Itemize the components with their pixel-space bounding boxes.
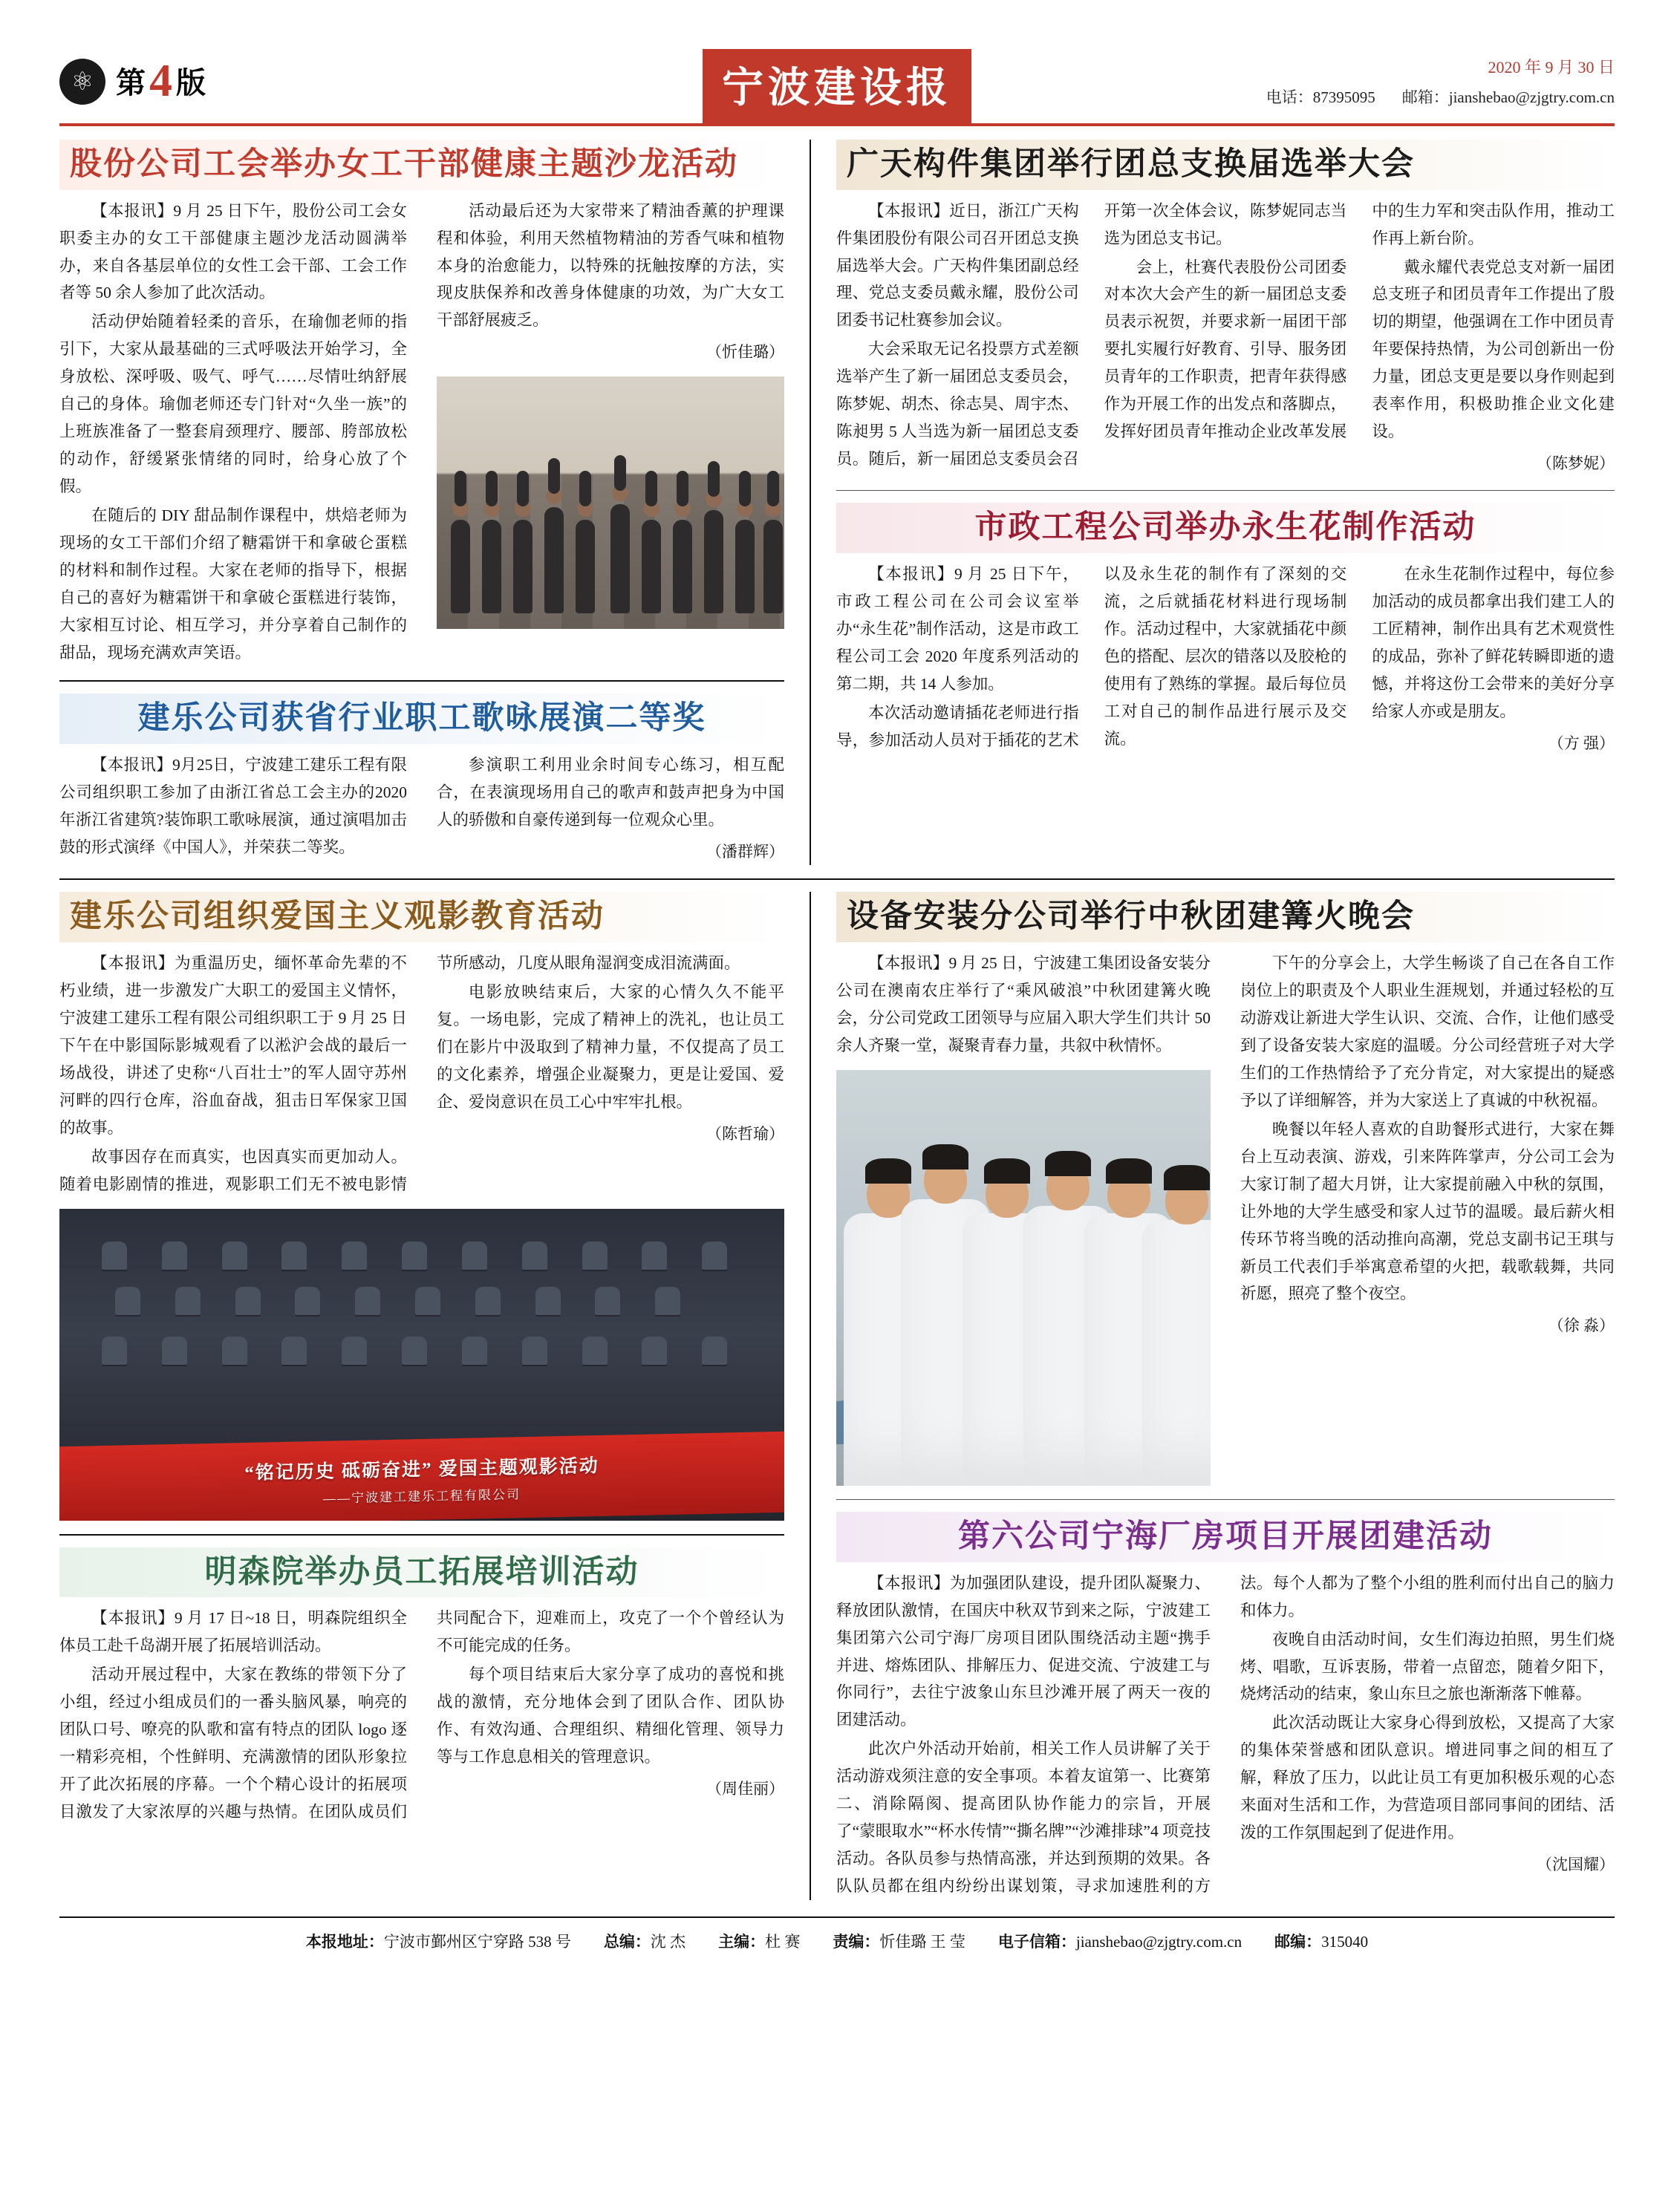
paragraph: 【本报讯】9 月 25 日下午，股份公司工会女职委主办的女工干部健康主题沙龙活动圆满举办，来自各基层单位的女性工会干部、工会工作者等 50 余人参加了此次活动。 (59, 201, 407, 302)
paragraph: 电影放映结束后，大家的心情久久不能平复。一场电影，完成了精神上的洗礼，也让员工们在影片中汲取到了精神力量，不仅提高了员工的文化素养，增强企业凝聚力，更是让爱国、爱企、爱岗意识在员工心中牢牢扎根。 (437, 982, 784, 1111)
article-body (836, 1570, 1615, 1901)
page-number: 4 (149, 56, 173, 106)
column-right-top (811, 140, 1615, 865)
paragraph: 在永生花制作过程中，每位参加活动的成员都拿出我们建工人的工匠精神，制作出具有艺术观赏性的成品，弥补了鲜花转瞬即逝的遗憾，并将这份工会带来的美好分享给家人亦或是朋友。 (1372, 565, 1615, 721)
photo-figures (437, 462, 784, 613)
paragraph: 【本报讯】9月25日，宁波建工建乐工程有限公司组织职工参加了由浙江省总工会主办的2020年浙江省建筑?装饰职工歌咏展演，通过演唱加击鼓的形式演绎《中国人》，并荣获二等奖。 (59, 755, 407, 856)
email-value: jianshebao@zjgtry.com.cn (1448, 88, 1615, 106)
paragraph: 【本报讯】9 月 25 日下午，市政工程公司在公司会议室举办“永生花”制作活动，这是市政工程公司工会 2020 年度系列活动的第二期，共 14 人参加。 (836, 565, 1079, 694)
paragraph: 此次户外活动开始前，相关工作人员讲解了关于活动游戏须注意的安全事项。本着友谊第一、比赛第二、消除隔阂、提高团队协作能力的宗旨，开展了“蒙眼取水”“杯水传情”“撕名牌”“沙滩排球”4 项竞技活动。各队员参与热情高涨，并达到预期的效果。各队队员都在组内纷纷出谋划策，寻求加速胜利的方法。每个人都为了整个小组的胜利而付出自己的脑力和体力。 (836, 1573, 1615, 1896)
photo-team-group (836, 1070, 1211, 1486)
footer-chief-label: 总编： (603, 1933, 651, 1951)
footer-zip (1274, 1930, 1368, 1952)
article-stock-company-salon (59, 140, 784, 667)
footer-chief-value: 沈 杰 (650, 1933, 686, 1951)
paragraph: 【本报讯】为加强团队建设，提升团队凝聚力、释放团队激情，在国庆中秋双节到来之际，宁波建工集团第六公司宁海厂房项目团队围绕活动主题“携手并进、熔炼团队、排解压力、促进交流、宁波建工与你同行”，去往宁波象山东旦沙滩开展了两天一夜的团建活动。 (836, 1573, 1211, 1729)
paragraph: 参演职工利用业余时间专心练习，相互配合，在表演现场用自己的歌声和鼓声把身为中国人的骄傲和自豪传递到每一位观众心里。 (437, 755, 784, 829)
article-mingsen-training (59, 1547, 784, 1827)
photo-banner-main: “铭记历史 砥砺奋进” 爱国主题观影活动 (244, 1456, 599, 1484)
article-byline: （忻佳璐） (706, 343, 784, 362)
paragraph: 【本报讯】9 月 25 日，宁波建工集团设备安装分公司在澳南农庄举行了“乘风破浪”中秋团建篝火晚会，分公司党政工团领导与应届入职大学生们共计 50 余人齐聚一堂，凝聚青春力量，共叙中秋情怀。 (836, 953, 1211, 1054)
contact-line (1266, 83, 1615, 113)
article-headline: 市政工程公司举办永生花制作活动 (836, 503, 1615, 553)
paragraph: 【本报讯】近日，浙江广天构件集团股份有限公司召开团总支换届选举大会。广天构件集团副总经理、党总支委员戴永耀，股份公司团委书记杜赛参加会议。 (836, 201, 1079, 330)
publisher-logo-icon: ⚛ (59, 59, 105, 105)
footer-mailbox (998, 1930, 1242, 1952)
section-divider (836, 490, 1615, 491)
band-middle (59, 892, 1615, 1900)
article-body (59, 198, 784, 667)
paragraph: 本次活动邀请插花老师进行指导，参加活动人员对于插花的艺术以及永生花的制作有了深刻的交流，之后就插花材料进行现场制作。活动过程中，大家就插花中颜色的搭配、层次的错落以及胶枪的使用有了熟练的掌握。最后每位员工对自己的制作品进行展示及交流。 (836, 565, 1347, 750)
article-municipal-eternal-flower (836, 503, 1615, 757)
article-jianle-choir-award (59, 694, 784, 865)
footer-editor-value: 杜 赛 (765, 1933, 801, 1951)
article-byline: （方 强） (1548, 734, 1615, 753)
section-divider (59, 680, 784, 682)
footer-mailbox-value: jianshebao@zjgtry.com.cn (1075, 1933, 1243, 1951)
phone-label: 电话： (1266, 88, 1313, 106)
page-label-prefix: 第 (116, 66, 146, 99)
column-left-top (59, 140, 810, 865)
article-guangtian-youth-league-election (836, 140, 1615, 477)
article-body (59, 751, 784, 865)
footer-mailbox-label: 电子信箱： (997, 1933, 1076, 1951)
email-label: 邮箱： (1401, 88, 1449, 106)
photo-seats (88, 1233, 755, 1439)
paragraph: 此次活动既让大家身心得到放松，又提高了大家的集体荣誉感和团队意识。增进同事之间的相互了解，释放了压力，以此让员工有更加积极乐观的心态来面对生活和工作，为营造项目部同事间的团结、活泼的工作氛围起到了促进作用。 (1240, 1714, 1615, 1842)
section-divider (59, 1534, 784, 1536)
photo-banner-sub: ——宁波建工建乐工程有限公司 (323, 1487, 521, 1507)
section-divider (836, 1499, 1615, 1500)
paragraph: 在随后的 DIY 甜品制作课程中，烘焙老师为现场的女工干部们介绍了糖霜饼干和拿破仑蛋糕的材料和制作过程。大家在老师的指导下，根据自己的喜好为糖霜饼干和拿破仑蛋糕进行装饰，大家相互讨论、相互学习，并分享着自己制作的甜品，现场充满欢声笑语。 (59, 506, 407, 662)
paper-nameplate (703, 49, 971, 123)
masthead-contact (1266, 45, 1615, 113)
paragraph: 晚餐以年轻人喜欢的自助餐形式进行，大家在舞台上互动表演、游戏，引来阵阵掌声，分公司工会为大家订制了超大月饼，让大家提前融入中秋的氛围，让外地的大学生感受和家人过节的温暖。最后薪火相传环节将当晚的活动推向高潮，党总支副书记王琪与新员工代表们手举寓意希望的火把，载歌载舞，共同祈愿，照亮了整个夜空。 (1240, 1120, 1615, 1303)
footer-responsible (833, 1930, 965, 1952)
article-body (836, 561, 1615, 757)
article-byline: （陈梦妮） (1536, 454, 1615, 473)
article-body (836, 198, 1615, 477)
paragraph: 会上，杜赛代表股份公司团委对本次大会产生的新一届团总支委员表示祝贺，并要求新一届团干部要扎实履行好教育、引导、服务团员青年的工作职责，把青年获得感作为开展工作的出发点和落脚点，发挥好团员青年推动企业改革发展中的生力军和突击队作用，推动工作再上新台阶。 (1104, 201, 1615, 441)
column-right-middle (811, 892, 1615, 1900)
band-divider (59, 878, 1615, 880)
footer-responsible-value: 忻佳璐 王 莹 (879, 1933, 965, 1951)
paper-name: 宁波建设报 (703, 49, 971, 123)
page-number-label (116, 55, 206, 108)
paragraph: 活动最后还为大家带来了精油香薰的护理课程和体验，利用天然植物精油的芳香气味和植物本身的治愈能力，以特殊的抚触按摩的方法，实现皮肤保养和改善身体健康的功效，为广大女工干部舒展疲乏。 (437, 201, 784, 330)
column-left-middle (59, 892, 810, 1900)
article-jianle-patriotic-film (59, 892, 784, 1521)
paragraph: 下午的分享会上，大学生畅谈了自己在各自工作岗位上的职责及个人职业生涯规划，并通过轻松的互动游戏让新进大学生认识、交流、合作，让他们感受到了设备安装大家庭的温暖。分公司经营班子对大学生们的工作热情给予了充分肯定，对大家提出的疑惑予以了详细解答，并为大家送上了真诚的中秋祝福。 (1240, 953, 1615, 1109)
article-headline: 第六公司宁海厂房项目开展团建活动 (836, 1512, 1615, 1562)
footer-responsible-label: 责编： (833, 1933, 880, 1951)
article-sixth-company-ninghai-team-building (836, 1512, 1615, 1901)
article-headline: 广天构件集团举行团总支换届选举大会 (836, 140, 1615, 190)
photo-banner (59, 1432, 784, 1520)
paragraph: 戴永耀代表党总支对新一届团总支班子和团员青年工作提出了殷切的期望，他强调在工作中团员青年要保持热情，为公司创新出一份力量，团总支更是要以身作则起到表率作用，积极助推企业文化建设。 (1372, 258, 1615, 441)
page-label-suffix: 版 (176, 66, 206, 99)
footer-zip-label: 邮编： (1274, 1933, 1322, 1951)
band-top (59, 140, 1615, 865)
paragraph: 大会采取无记名投票方式差额选举产生了新一届团总支委员会，陈梦妮、胡杰、徐志昊、周宇杰、陈昶男 5 人当选为新一届团总支委员。随后，新一届团总支委员会召开第一次全体会议，陈梦妮同志当选为团总支书记。 (836, 201, 1347, 469)
article-headline: 建乐公司组织爱国主义观影教育活动 (59, 892, 784, 942)
paragraph: 【本报讯】为重温历史，缅怀革命先辈的不朽业绩，进一步激发广大职工的爱国主义情怀，宁波建工建乐工程有限公司组织职工于 9 月 25 日下午在中影国际影城观看了以淞沪会战的最后一场战役，讲述了史称“八百壮士”的军人固守苏州河畔的四行仓库，浴血奋战，狙击日军保家卫国的故事。 (59, 953, 407, 1137)
footer-editor-label: 主编： (718, 1933, 766, 1951)
paragraph: 故事因存在而真实，也因真实而更加动人。随着电影剧情的推进，观影职工们无不被电影情节所感动，几度从眼角湿润变成泪流满面。 (59, 953, 740, 1193)
article-headline: 股份公司工会举办女工干部健康主题沙龙活动 (59, 140, 784, 190)
article-body (59, 1605, 784, 1826)
masthead-left (59, 45, 206, 108)
article-byline: （潘群辉） (706, 842, 784, 861)
paragraph: 每个项目结束后大家分享了成功的喜悦和挑战的激情，充分地体会到了团队合作、团队协作、有效沟通、合理组织、精细化管理、领导力等与工作息息相关的管理意识。 (437, 1665, 784, 1766)
footer-editor (718, 1930, 800, 1952)
photo-people (844, 1136, 1203, 1485)
issue-date: 2020 年 9 月 30 日 (1488, 58, 1615, 76)
article-headline: 设备安装分公司举行中秋团建篝火晚会 (836, 892, 1615, 942)
footer-chief (604, 1930, 685, 1952)
page-footer (59, 1916, 1615, 1952)
article-byline: （周佳丽） (706, 1780, 784, 1798)
photo-yoga-class (437, 376, 784, 629)
footer-address-value: 宁波市鄞州区宁穿路 538 号 (383, 1933, 571, 1951)
article-equipment-bonfire-party (836, 892, 1615, 1486)
article-byline: （陈哲瑜） (706, 1124, 784, 1143)
footer-address-label: 本报地址： (305, 1933, 384, 1951)
paragraph: 活动开展过程中，大家在教练的带领下分了小组，经过小组成员们的一番头脑风暴，响亮的团队口号、嘹亮的队歌和富有特点的团队 logo 逐一精彩亮相，个性鲜明、充满激情的团队形象拉开了此次拓展的序幕。一个个精心设计的拓展项目激发了大家浓厚的兴趣与热情。在团队成员们共同配合下，迎难而上，攻克了一个个曾经认为不可能完成的任务。 (59, 1609, 784, 1821)
article-byline: （沈国耀） (1537, 1856, 1615, 1874)
footer-zip-value: 315040 (1321, 1933, 1369, 1951)
photo-cinema-audience (59, 1209, 784, 1521)
masthead (59, 45, 1615, 126)
paragraph: 夜晚自由活动时间，女生们海边拍照，男生们烧烤、唱歌，互诉衷肠，带着一点留恋，随着夕阳下，烧烤活动的结束，象山东旦之旅也渐渐落下帷幕。 (1240, 1630, 1615, 1703)
article-body (59, 950, 784, 1198)
paragraph: 【本报讯】9 月 17 日~18 日，明森院组织全体员工赴千岛湖开展了拓展培训活动。 (59, 1609, 407, 1655)
article-body (836, 950, 1615, 1486)
article-headline: 明森院举办员工拓展培训活动 (59, 1547, 784, 1598)
footer-address (306, 1930, 571, 1952)
paragraph: 活动伊始随着轻柔的音乐，在瑜伽老师的指引下，大家从最基础的三式呼吸法开始学习，全身放松、深呼吸、吸气、呼气……尽情吐纳舒展自己的身体。瑜伽老师还专门针对“久坐一族”的上班族准备了一整套肩颈理疗、腰部、胯部放松的动作，舒缓紧张情绪的同时，给身心放了个假。 (59, 313, 407, 496)
article-byline: （徐 淼） (1548, 1317, 1615, 1335)
phone-value: 87395095 (1312, 88, 1375, 106)
article-headline: 建乐公司获省行业职工歌咏展演二等奖 (59, 694, 784, 744)
